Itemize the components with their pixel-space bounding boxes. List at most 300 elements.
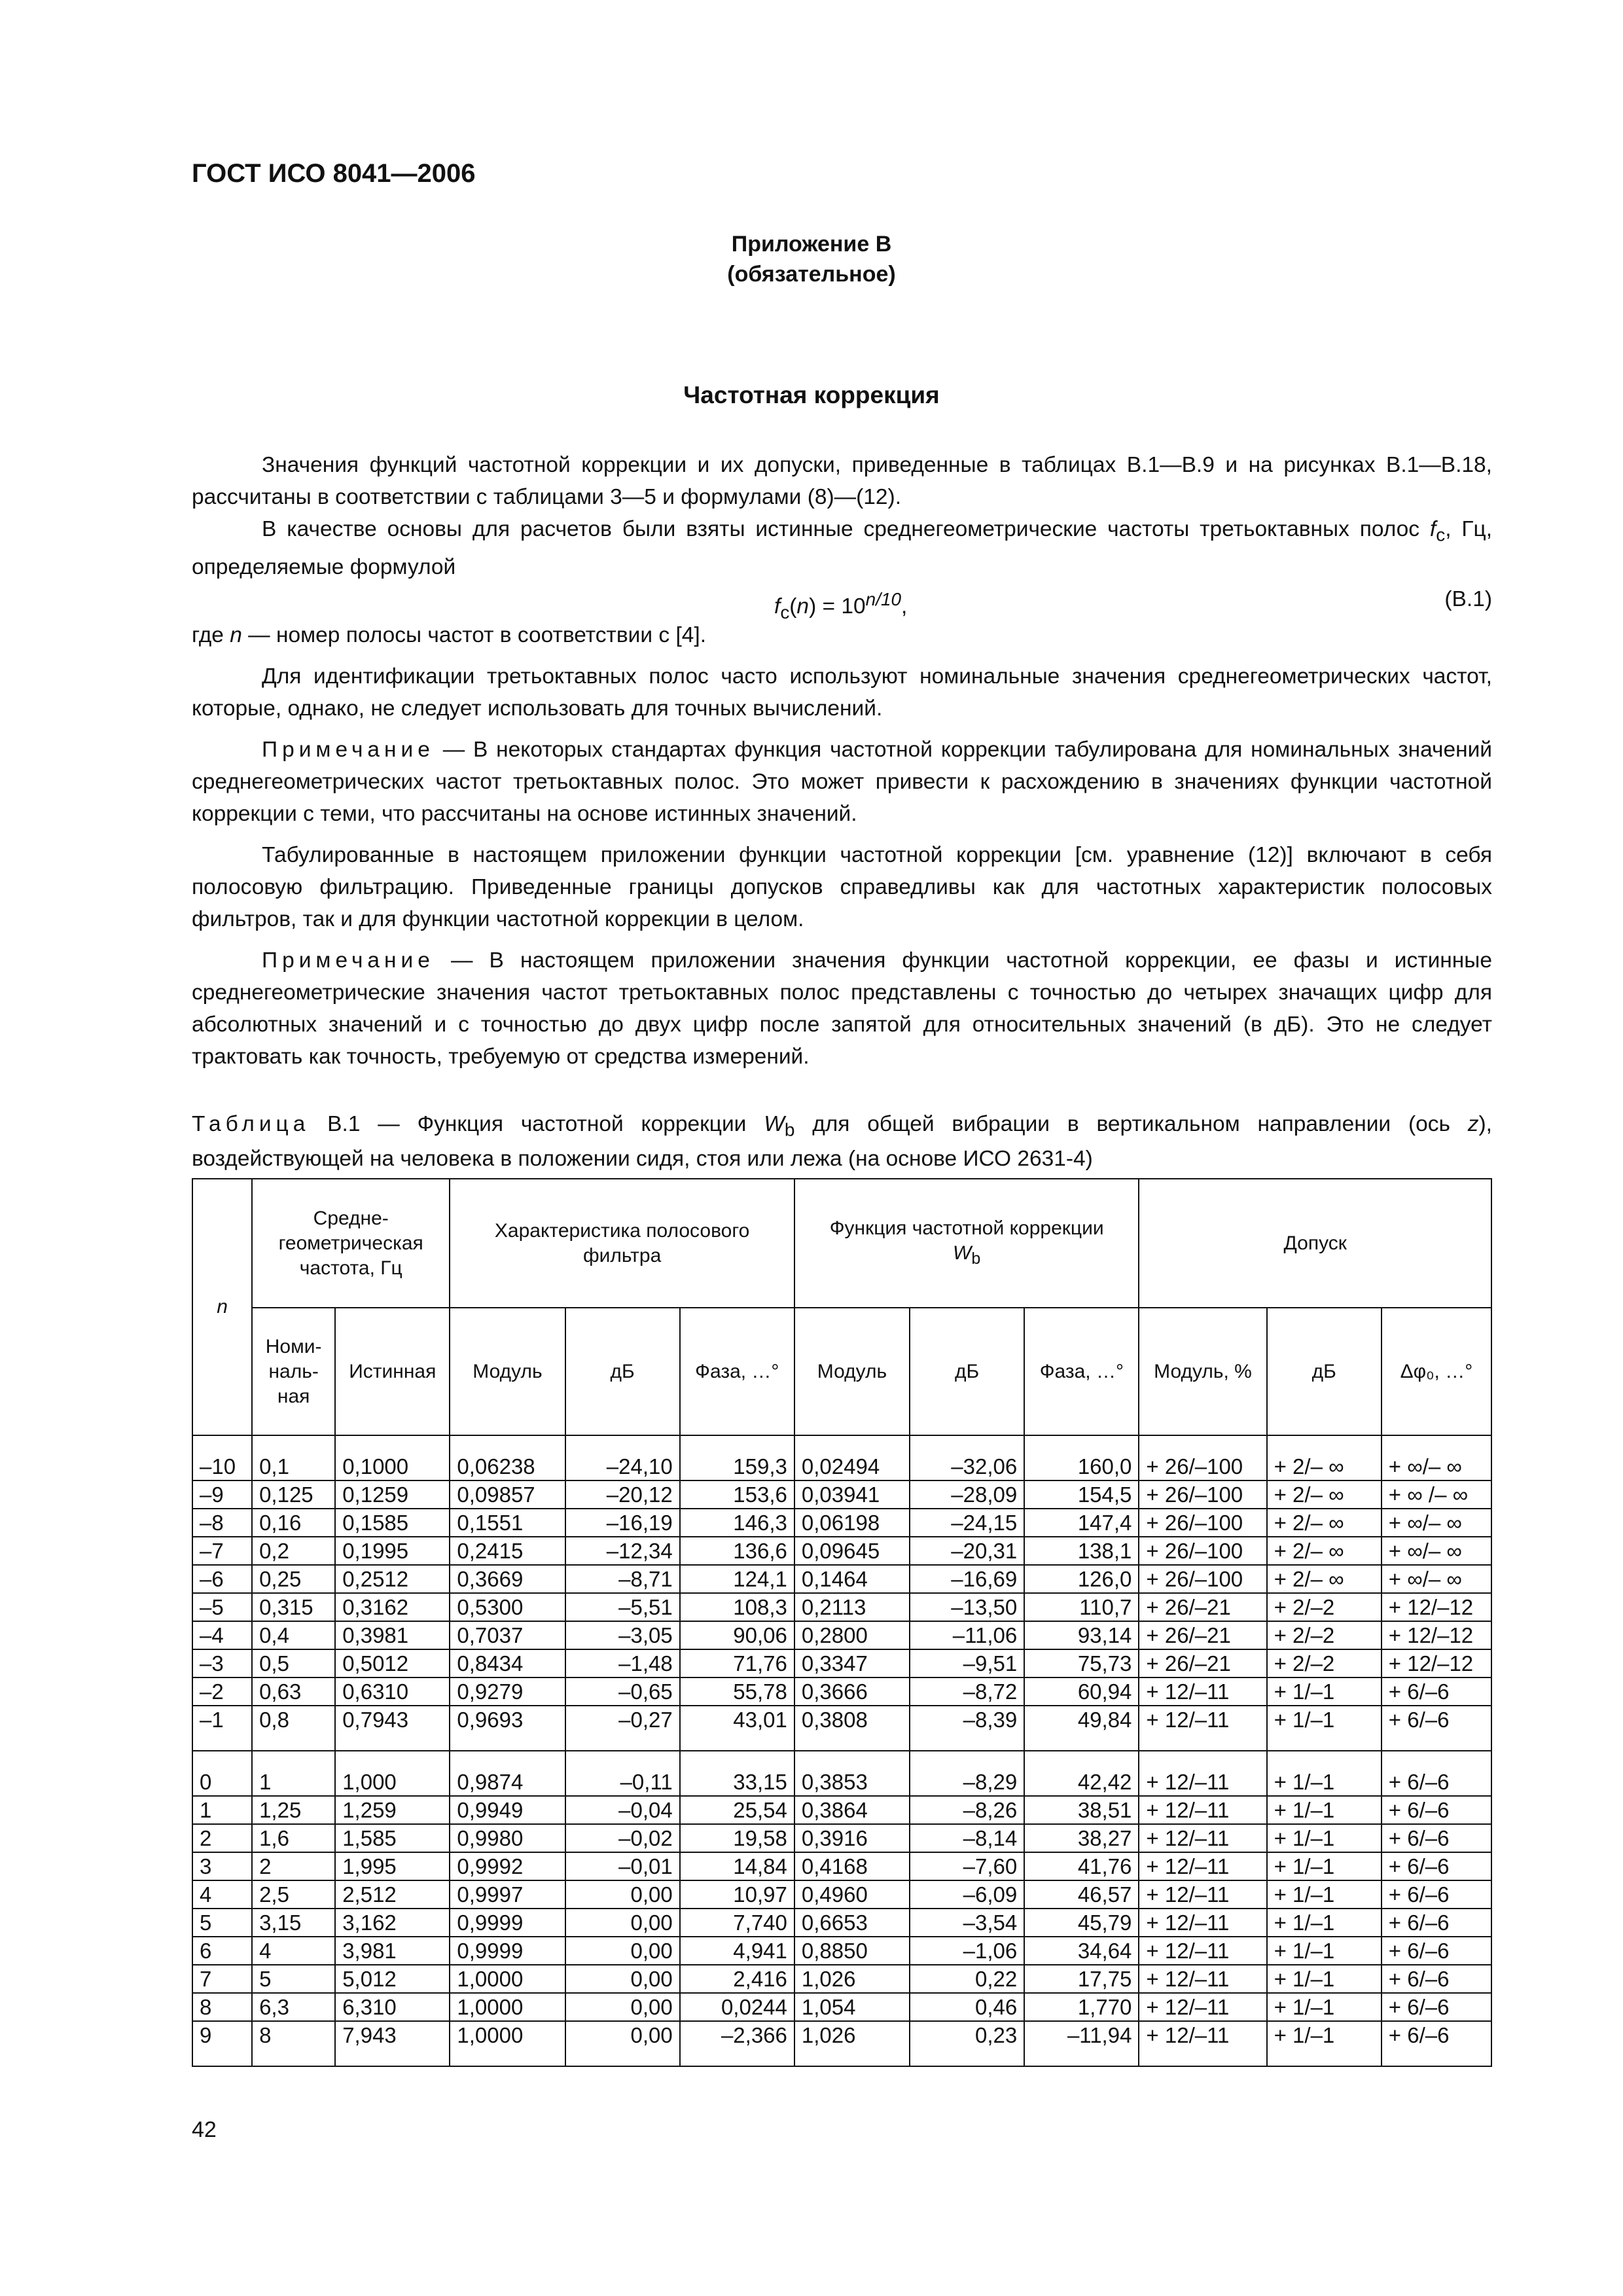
header-tolerance: Допуск <box>1139 1179 1491 1308</box>
cell-tol-db: + 1/–1 <box>1267 1751 1382 1796</box>
cell-w-phase: 46,57 <box>1024 1880 1139 1909</box>
cell-w-db: –20,31 <box>910 1537 1024 1565</box>
cell-bp-modulus: 1,0000 <box>450 2021 565 2066</box>
note-1-label: Примечание <box>262 737 435 762</box>
table-row <box>192 1480 1491 1509</box>
table-row <box>192 1509 1491 1537</box>
cell-exact-freq: 0,1000 <box>335 1435 450 1480</box>
table-row <box>192 1537 1491 1565</box>
table-group-negative <box>192 1435 1491 1751</box>
table-row <box>192 1649 1491 1677</box>
cell-w-modulus: 0,2113 <box>794 1593 910 1621</box>
cell-tol-modulus: + 12/–11 <box>1139 1880 1266 1909</box>
cell-w-db: –13,50 <box>910 1593 1024 1621</box>
cell-bp-db: –0,27 <box>565 1706 680 1751</box>
cell-bp-modulus: 0,9874 <box>450 1751 565 1796</box>
formula <box>774 583 907 628</box>
cell-nominal-freq: 2,5 <box>252 1880 335 1909</box>
cell-exact-freq: 0,3981 <box>335 1621 450 1649</box>
cell-w-db: –8,29 <box>910 1751 1024 1796</box>
note-1-text: — В некоторых стандартах функция частотной коррекции табулирована для номинальных значений среднегеометрических частот третьоктавных полос. Это может привести к расхождению в значениях функции частотной коррекции с теми, что рассчитаны на основе истинных значений. <box>192 737 1492 826</box>
cell-tol-db: + 2/–2 <box>1267 1593 1382 1621</box>
table-row <box>192 1993 1491 2021</box>
cell-bp-modulus: 0,1551 <box>450 1509 565 1537</box>
cell-tol-phase: + 6/–6 <box>1382 1824 1491 1852</box>
cell-exact-freq: 0,7943 <box>335 1706 450 1751</box>
cell-bp-phase: 25,54 <box>680 1796 794 1824</box>
table-row <box>192 1706 1491 1751</box>
cell-bp-phase: 10,97 <box>680 1880 794 1909</box>
cell-n: –2 <box>192 1677 252 1706</box>
cell-w-modulus: 0,3853 <box>794 1751 910 1796</box>
cell-w-db: –8,26 <box>910 1796 1024 1824</box>
cell-w-phase: 126,0 <box>1024 1565 1139 1593</box>
cell-w-db: –3,54 <box>910 1909 1024 1937</box>
cell-bp-modulus: 0,09857 <box>450 1480 565 1509</box>
header-weighting <box>794 1179 1139 1308</box>
cell-tol-phase: + ∞ /– ∞ <box>1382 1480 1491 1509</box>
cell-tol-db: + 1/–1 <box>1267 1824 1382 1852</box>
cell-tol-modulus: + 12/–11 <box>1139 2021 1266 2066</box>
header-tol-modulus: Модуль, % <box>1139 1308 1266 1435</box>
cell-w-db: –9,51 <box>910 1649 1024 1677</box>
cell-n: –7 <box>192 1537 252 1565</box>
cell-bp-db: –3,05 <box>565 1621 680 1649</box>
fc-subscript: c <box>1436 524 1446 545</box>
cell-bp-db: –24,10 <box>565 1435 680 1480</box>
header-w-phase: Фаза, …° <box>1024 1308 1139 1435</box>
cell-w-phase: 154,5 <box>1024 1480 1139 1509</box>
header-row-2 <box>192 1308 1491 1435</box>
cell-w-phase: 160,0 <box>1024 1435 1139 1480</box>
cell-bp-phase: 43,01 <box>680 1706 794 1751</box>
cell-w-db: –24,15 <box>910 1509 1024 1537</box>
paragraph-4: Для идентификации третьоктавных полос часто используют номинальные значения среднегеометрических частот, которые, однако, не следует использовать для точных вычислений. <box>192 664 1492 721</box>
cell-tol-db: + 2/– ∞ <box>1267 1565 1382 1593</box>
cell-tol-db: + 2/–2 <box>1267 1649 1382 1677</box>
cell-tol-modulus: + 12/–11 <box>1139 1706 1266 1751</box>
cell-w-modulus: 0,4960 <box>794 1880 910 1909</box>
cell-w-db: –8,72 <box>910 1677 1024 1706</box>
formula-fc: f <box>774 594 781 619</box>
section-title: Частотная коррекция <box>683 382 940 408</box>
table-row <box>192 1796 1491 1824</box>
cell-tol-modulus: + 12/–11 <box>1139 1937 1266 1965</box>
cell-tol-db: + 2/– ∞ <box>1267 1509 1382 1537</box>
cell-tol-modulus: + 26/–21 <box>1139 1621 1266 1649</box>
header-tol-db: дБ <box>1267 1308 1382 1435</box>
fc-symbol: f <box>1429 517 1436 541</box>
cell-w-modulus: 0,3808 <box>794 1706 910 1751</box>
cell-w-db: –1,06 <box>910 1937 1024 1965</box>
formula-exponent <box>866 589 901 609</box>
cell-tol-phase: + 6/–6 <box>1382 1965 1491 1993</box>
cell-n: 2 <box>192 1824 252 1852</box>
cell-tol-phase: + 6/–6 <box>1382 1937 1491 1965</box>
table-row <box>192 1565 1491 1593</box>
cell-n: 0 <box>192 1751 252 1796</box>
cell-bp-db: –16,19 <box>565 1509 680 1537</box>
cell-exact-freq: 0,2512 <box>335 1565 450 1593</box>
cell-bp-db: –12,34 <box>565 1537 680 1565</box>
cell-bp-modulus: 0,9279 <box>450 1677 565 1706</box>
cell-w-modulus: 0,6653 <box>794 1909 910 1937</box>
cell-tol-phase: + ∞/– ∞ <box>1382 1509 1491 1537</box>
cell-n: –10 <box>192 1435 252 1480</box>
table-caption-label: Таблица <box>192 1112 310 1136</box>
cell-bp-modulus: 1,0000 <box>450 1993 565 2021</box>
note-1 <box>192 734 1492 830</box>
cell-w-modulus: 0,3864 <box>794 1796 910 1824</box>
cell-exact-freq: 2,512 <box>335 1880 450 1909</box>
cell-exact-freq: 3,162 <box>335 1909 450 1937</box>
cell-exact-freq: 1,259 <box>335 1796 450 1824</box>
cell-nominal-freq: 4 <box>252 1937 335 1965</box>
cell-tol-db: + 1/–1 <box>1267 1909 1382 1937</box>
header-tol-phase: Δφ₀, …° <box>1382 1308 1491 1435</box>
cell-exact-freq: 1,000 <box>335 1751 450 1796</box>
cell-bp-db: 0,00 <box>565 1993 680 2021</box>
formula-comma: , <box>901 594 908 619</box>
paragraph-2-text: В качестве основы для расчетов были взяты истинные среднегеометрические частоты третьоктавных полос <box>262 517 1430 541</box>
cell-tol-modulus: + 26/–21 <box>1139 1649 1266 1677</box>
cell-w-phase: 17,75 <box>1024 1965 1139 1993</box>
cell-tol-db: + 1/–1 <box>1267 1706 1382 1751</box>
cell-bp-phase: 55,78 <box>680 1677 794 1706</box>
cell-bp-db: 0,00 <box>565 1937 680 1965</box>
cell-w-modulus: 0,09645 <box>794 1537 910 1565</box>
cell-w-db: –11,06 <box>910 1621 1024 1649</box>
table-row <box>192 1677 1491 1706</box>
cell-tol-modulus: + 26/–100 <box>1139 1565 1266 1593</box>
cell-w-db: –8,14 <box>910 1824 1024 1852</box>
cell-tol-modulus: + 12/–11 <box>1139 1824 1266 1852</box>
cell-w-phase: 38,27 <box>1024 1824 1139 1852</box>
table-row <box>192 1909 1491 1937</box>
cell-w-db: –28,09 <box>910 1480 1024 1509</box>
cell-tol-db: + 1/–1 <box>1267 1993 1382 2021</box>
cell-bp-db: –0,65 <box>565 1677 680 1706</box>
cell-bp-db: –0,11 <box>565 1751 680 1796</box>
cell-nominal-freq: 0,125 <box>252 1480 335 1509</box>
cell-bp-db: –20,12 <box>565 1480 680 1509</box>
cell-bp-phase: 33,15 <box>680 1751 794 1796</box>
note-2-label: Примечание <box>262 948 435 973</box>
cell-bp-phase: 136,6 <box>680 1537 794 1565</box>
cell-bp-modulus: 0,9693 <box>450 1706 565 1751</box>
cell-nominal-freq: 0,25 <box>252 1565 335 1593</box>
cell-tol-modulus: + 12/–11 <box>1139 1909 1266 1937</box>
table-row <box>192 1937 1491 1965</box>
cell-bp-modulus: 0,9992 <box>450 1852 565 1880</box>
cell-w-phase: 60,94 <box>1024 1677 1139 1706</box>
cell-nominal-freq: 0,315 <box>252 1593 335 1621</box>
cell-bp-db: –0,04 <box>565 1796 680 1824</box>
cell-n: –6 <box>192 1565 252 1593</box>
n-symbol: n <box>230 622 242 647</box>
cell-nominal-freq: 1,25 <box>252 1796 335 1824</box>
cell-nominal-freq: 5 <box>252 1965 335 1993</box>
wb-symbol: W <box>764 1112 785 1136</box>
header-weighting-text: Функция частотной коррекции <box>829 1217 1104 1239</box>
cell-bp-db: 0,00 <box>565 1965 680 1993</box>
cell-tol-modulus: + 12/–11 <box>1139 1677 1266 1706</box>
formula-row <box>192 583 1492 622</box>
cell-w-db: –32,06 <box>910 1435 1024 1480</box>
cell-w-modulus: 0,1464 <box>794 1565 910 1593</box>
cell-exact-freq: 1,995 <box>335 1852 450 1880</box>
cell-w-db: 0,22 <box>910 1965 1024 1993</box>
cell-w-modulus: 1,026 <box>794 2021 910 2066</box>
formula-paren-open: ( <box>789 594 797 619</box>
cell-bp-phase: 124,1 <box>680 1565 794 1593</box>
table-row <box>192 1852 1491 1880</box>
cell-nominal-freq: 0,5 <box>252 1649 335 1677</box>
cell-tol-db: + 1/–1 <box>1267 1677 1382 1706</box>
cell-exact-freq: 0,5012 <box>335 1649 450 1677</box>
header-bp-phase: Фаза, …° <box>680 1308 794 1435</box>
cell-exact-freq: 1,585 <box>335 1824 450 1852</box>
header-mid-frequency: Средне-геометрическая частота, Гц <box>252 1179 450 1308</box>
cell-bp-db: –1,48 <box>565 1649 680 1677</box>
cell-bp-modulus: 0,8434 <box>450 1649 565 1677</box>
cell-exact-freq: 0,1259 <box>335 1480 450 1509</box>
cell-nominal-freq: 6,3 <box>252 1993 335 2021</box>
cell-tol-phase: + 12/–12 <box>1382 1649 1491 1677</box>
cell-nominal-freq: 0,4 <box>252 1621 335 1649</box>
table-caption-text-2: для общей вибрации в вертикальном направлении (ось <box>794 1112 1468 1136</box>
cell-bp-modulus: 0,2415 <box>450 1537 565 1565</box>
cell-tol-phase: + ∞/– ∞ <box>1382 1435 1491 1480</box>
cell-nominal-freq: 0,16 <box>252 1509 335 1537</box>
cell-tol-db: + 2/–2 <box>1267 1621 1382 1649</box>
cell-tol-db: + 2/– ∞ <box>1267 1435 1382 1480</box>
cell-w-phase: 93,14 <box>1024 1621 1139 1649</box>
paragraph-5: Табулированные в настоящем приложении функции частотной коррекции [см. уравнение (12)] включают в себя полосовую фильтрацию. Приведенные границы допусков справедливы как для частотных характеристик полосовых фильтров, так и для функции частотной коррекции в целом. <box>192 842 1492 931</box>
note-2 <box>192 944 1492 1073</box>
table-head <box>192 1179 1491 1435</box>
cell-w-phase: 34,64 <box>1024 1937 1139 1965</box>
appendix-status: (обязательное) <box>727 262 896 287</box>
cell-tol-db: + 1/–1 <box>1267 2021 1382 2066</box>
cell-tol-modulus: + 26/–100 <box>1139 1537 1266 1565</box>
cell-n: 6 <box>192 1937 252 1965</box>
cell-bp-modulus: 0,9997 <box>450 1880 565 1909</box>
cell-tol-phase: + 6/–6 <box>1382 1796 1491 1824</box>
cell-bp-db: –5,51 <box>565 1593 680 1621</box>
cell-bp-modulus: 0,5300 <box>450 1593 565 1621</box>
cell-bp-db: 0,00 <box>565 2021 680 2066</box>
cell-bp-db: –0,01 <box>565 1852 680 1880</box>
cell-w-db: –6,09 <box>910 1880 1024 1909</box>
formula-n: n <box>796 594 810 619</box>
cell-bp-phase: 159,3 <box>680 1435 794 1480</box>
cell-nominal-freq: 0,2 <box>252 1537 335 1565</box>
cell-tol-modulus: + 12/–11 <box>1139 1796 1266 1824</box>
cell-bp-phase: 14,84 <box>680 1852 794 1880</box>
cell-w-phase: 147,4 <box>1024 1509 1139 1537</box>
cell-exact-freq: 7,943 <box>335 2021 450 2066</box>
table-caption-text-3: ), воздействующей на человека в положении сидя, стоя или лежа (на основе ИСО 2631-4) <box>192 1112 1492 1171</box>
cell-tol-modulus: + 12/–11 <box>1139 1993 1266 2021</box>
cell-bp-db: –0,02 <box>565 1824 680 1852</box>
cell-nominal-freq: 3,15 <box>252 1909 335 1937</box>
cell-bp-modulus: 1,0000 <box>450 1965 565 1993</box>
cell-nominal-freq: 0,8 <box>252 1706 335 1751</box>
cell-tol-phase: + 6/–6 <box>1382 1677 1491 1706</box>
cell-w-phase: 41,76 <box>1024 1852 1139 1880</box>
cell-tol-phase: + 6/–6 <box>1382 1993 1491 2021</box>
appendix-title: Приложение В <box>731 232 892 257</box>
cell-n: 9 <box>192 2021 252 2066</box>
table-row <box>192 1880 1491 1909</box>
cell-w-modulus: 0,06198 <box>794 1509 910 1537</box>
cell-w-phase: 42,42 <box>1024 1751 1139 1796</box>
cell-w-phase: –11,94 <box>1024 2021 1139 2066</box>
cell-w-db: –8,39 <box>910 1706 1024 1751</box>
cell-bp-modulus: 0,06238 <box>450 1435 565 1480</box>
cell-n: 1 <box>192 1796 252 1824</box>
cell-w-modulus: 0,3916 <box>794 1824 910 1852</box>
cell-exact-freq: 6,310 <box>335 1993 450 2021</box>
cell-tol-phase: + ∞/– ∞ <box>1382 1565 1491 1593</box>
table-row <box>192 1824 1491 1852</box>
cell-tol-db: + 2/– ∞ <box>1267 1480 1382 1509</box>
header-row-1 <box>192 1179 1491 1308</box>
cell-w-modulus: 0,4168 <box>794 1852 910 1880</box>
table-caption-text: В.1 — Функция частотной коррекции <box>310 1112 764 1136</box>
cell-tol-modulus: + 12/–11 <box>1139 1852 1266 1880</box>
cell-w-db: 0,46 <box>910 1993 1024 2021</box>
cell-tol-db: + 1/–1 <box>1267 1852 1382 1880</box>
cell-n: –1 <box>192 1706 252 1751</box>
cell-w-phase: 110,7 <box>1024 1593 1139 1621</box>
header-bandpass: Характеристика полосового фильтра <box>450 1179 794 1308</box>
cell-n: 5 <box>192 1909 252 1937</box>
cell-w-modulus: 0,2800 <box>794 1621 910 1649</box>
cell-tol-modulus: + 12/–11 <box>1139 1751 1266 1796</box>
cell-n: –8 <box>192 1509 252 1537</box>
cell-bp-modulus: 0,9949 <box>450 1796 565 1824</box>
cell-bp-modulus: 0,9999 <box>450 1937 565 1965</box>
cell-nominal-freq: 1 <box>252 1751 335 1796</box>
cell-tol-db: + 1/–1 <box>1267 1880 1382 1909</box>
header-w-modulus: Модуль <box>794 1308 910 1435</box>
cell-nominal-freq: 2 <box>252 1852 335 1880</box>
cell-bp-phase: 0,0244 <box>680 1993 794 2021</box>
header-exact: Истинная <box>335 1308 450 1435</box>
cell-tol-phase: + 12/–12 <box>1382 1621 1491 1649</box>
cell-nominal-freq: 1,6 <box>252 1824 335 1852</box>
cell-tol-modulus: + 12/–11 <box>1139 1965 1266 1993</box>
cell-exact-freq: 5,012 <box>335 1965 450 1993</box>
cell-w-modulus: 0,8850 <box>794 1937 910 1965</box>
document-header: ГОСТ ИСО 8041—2006 <box>192 159 476 188</box>
cell-bp-db: 0,00 <box>565 1880 680 1909</box>
cell-exact-freq: 0,1585 <box>335 1509 450 1537</box>
cell-w-phase: 75,73 <box>1024 1649 1139 1677</box>
table-row <box>192 2021 1491 2066</box>
cell-w-db: –16,69 <box>910 1565 1024 1593</box>
header-nominal: Номи-наль-ная <box>252 1308 335 1435</box>
table-caption <box>192 1110 1492 1174</box>
cell-w-modulus: 0,02494 <box>794 1435 910 1480</box>
cell-w-db: –7,60 <box>910 1852 1024 1880</box>
cell-w-phase: 138,1 <box>1024 1537 1139 1565</box>
header-bp-db: дБ <box>565 1308 680 1435</box>
cell-n: 8 <box>192 1993 252 2021</box>
cell-tol-modulus: + 26/–21 <box>1139 1593 1266 1621</box>
cell-tol-phase: + ∞/– ∞ <box>1382 1537 1491 1565</box>
cell-tol-modulus: + 26/–100 <box>1139 1480 1266 1509</box>
cell-bp-phase: 7,740 <box>680 1909 794 1937</box>
cell-bp-phase: 4,941 <box>680 1937 794 1965</box>
cell-w-db: 0,23 <box>910 2021 1024 2066</box>
cell-bp-modulus: 0,7037 <box>450 1621 565 1649</box>
table-row <box>192 1965 1491 1993</box>
paragraph-3-text: — номер полосы частот в соответствии с [4]. <box>241 622 707 647</box>
formula-exponent-text: n/10 <box>865 588 901 609</box>
header-bp-modulus: Модуль <box>450 1308 565 1435</box>
table-row <box>192 1435 1491 1480</box>
cell-tol-db: + 1/–1 <box>1267 1796 1382 1824</box>
cell-w-modulus: 0,3347 <box>794 1649 910 1677</box>
cell-tol-phase: + 6/–6 <box>1382 1751 1491 1796</box>
header-w-db: дБ <box>910 1308 1024 1435</box>
cell-nominal-freq: 0,1 <box>252 1435 335 1480</box>
header-n-text: n <box>217 1296 228 1318</box>
paragraph-3-lead: где <box>192 622 230 647</box>
cell-tol-modulus: + 26/–100 <box>1139 1435 1266 1480</box>
cell-bp-modulus: 0,3669 <box>450 1565 565 1593</box>
note-2-text: — В настоящем приложении значения функции частотной коррекции, ее фазы и истинные среднегеометрические значения частот третьоктавных полос представлены с точностью до четырех значащих цифр для абсолютных значений и с точностью до двух цифр после запятой для относительных значений (в дБ). Это не следует трактовать как точность, требуемую от средства измерений. <box>192 948 1492 1069</box>
cell-bp-phase: 108,3 <box>680 1593 794 1621</box>
cell-n: –9 <box>192 1480 252 1509</box>
cell-n: –5 <box>192 1593 252 1621</box>
cell-bp-phase: 153,6 <box>680 1480 794 1509</box>
table-row <box>192 1621 1491 1649</box>
cell-nominal-freq: 0,63 <box>252 1677 335 1706</box>
cell-tol-phase: + 6/–6 <box>1382 2021 1491 2066</box>
paragraph-2-tail: , Гц, определяемые формулой <box>192 517 1492 579</box>
cell-w-modulus: 0,03941 <box>794 1480 910 1509</box>
cell-tol-phase: + 6/–6 <box>1382 1880 1491 1909</box>
paragraph-1: Значения функций частотной коррекции и их допуски, приведенные в таблицах В.1—В.9 и на рисунках В.1—В.18, рассчитаны в соответствии с таблицами 3—5 и формулами (8)—(12). <box>192 453 1492 509</box>
cell-bp-phase: 71,76 <box>680 1649 794 1677</box>
cell-bp-modulus: 0,9980 <box>450 1824 565 1852</box>
cell-tol-modulus: + 26/–100 <box>1139 1509 1266 1537</box>
cell-w-modulus: 1,054 <box>794 1993 910 2021</box>
formula-equals: ) = 10 <box>809 594 866 619</box>
cell-n: 3 <box>192 1852 252 1880</box>
cell-bp-phase: 90,06 <box>680 1621 794 1649</box>
cell-tol-db: + 1/–1 <box>1267 1965 1382 1993</box>
cell-tol-phase: + 6/–6 <box>1382 1706 1491 1751</box>
cell-tol-phase: + 6/–6 <box>1382 1909 1491 1937</box>
paragraph-2 <box>192 513 1492 583</box>
formula-number: (В.1) <box>1444 586 1492 611</box>
header-n <box>192 1179 252 1435</box>
cell-tol-phase: + 12/–12 <box>1382 1593 1491 1621</box>
cell-exact-freq: 0,1995 <box>335 1537 450 1565</box>
table-row <box>192 1593 1491 1621</box>
cell-bp-phase: –2,366 <box>680 2021 794 2066</box>
cell-w-phase: 45,79 <box>1024 1909 1139 1937</box>
body-text <box>192 449 1492 1073</box>
cell-bp-phase: 19,58 <box>680 1824 794 1852</box>
formula-fc-subscript: c <box>780 601 790 622</box>
cell-w-phase: 38,51 <box>1024 1796 1139 1824</box>
